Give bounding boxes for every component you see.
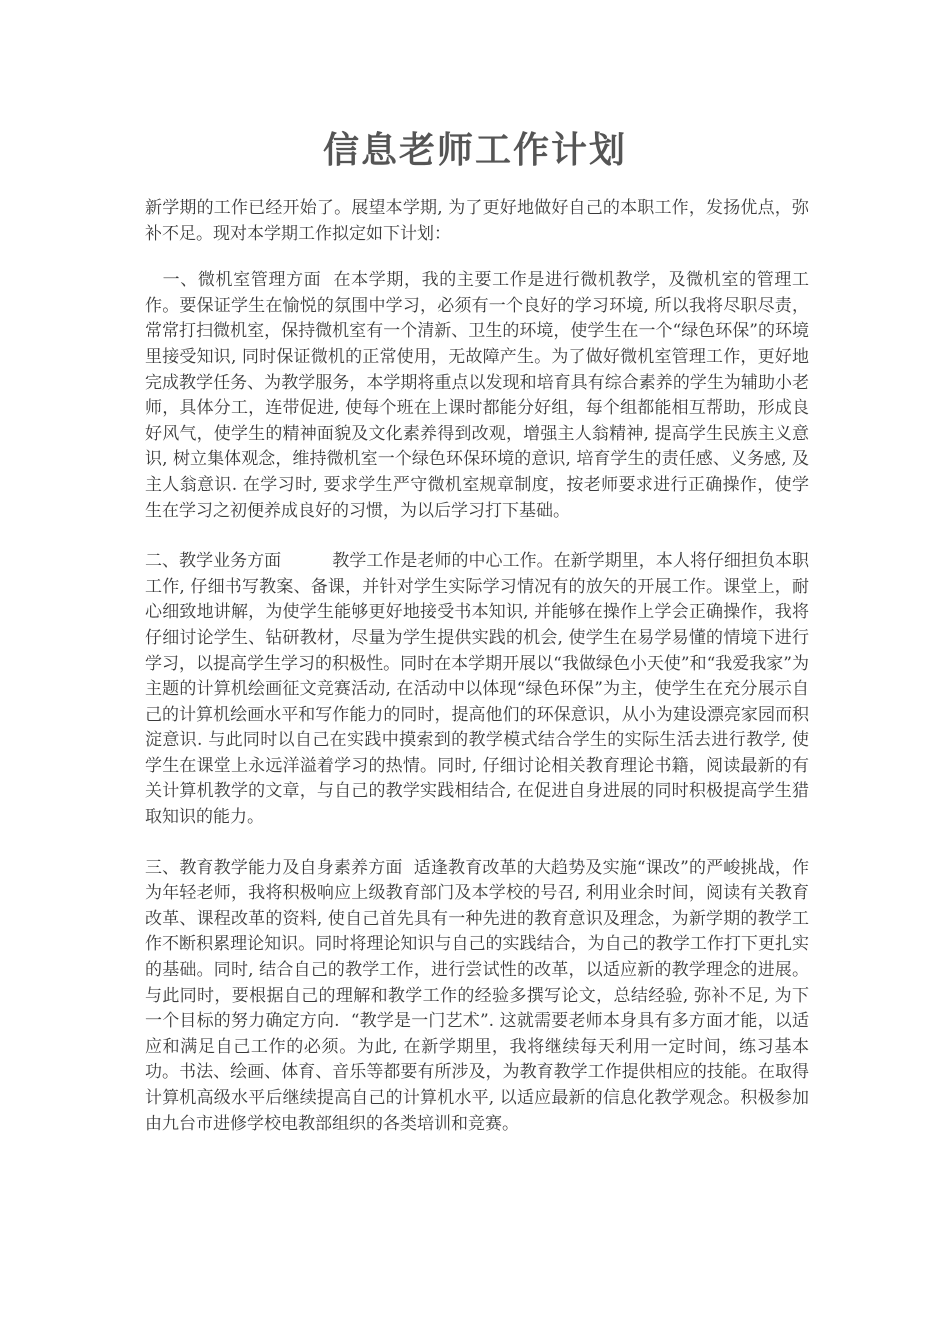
document-body	[145, 196, 809, 1162]
intro-paragraph: 新学期的工作已经开始了。展望本学期, 为了更好地做好自己的本职工作，发扬优点，弥补不足。现对本学期工作拟定如下计划：	[145, 198, 809, 244]
document-title: 信息老师工作计划	[322, 129, 627, 171]
self-improvement-paragraph: 三、教育教学能力及自身素养方面 适逢教育改革的大趋势及实施“课改”的严峻挑战，作为年轻老师，我将积极响应上级教育部门及本学校的号召, 利用业余时间，阅读有关教育改革、课程改革的资料, 使自己首先具有一种先进的教育意识及理念，为新学期的教学工作不断积累理论知识。同时将理论知识与自己的实践结合，为自己的教学工作打下更扎实的基础。同时, 结合自己的教学工作，进行尝试性的改革，以适应新的教学理念的进展。与此同时，要根据自己的理解和教学工作的经验多撰写论文，总结经验, 弥补不足, 为下一个目标的努力确定方向. “教学是一门艺术”. 这就需要老师本身具有多方面才能，以适应和满足自己工作的必须。为此, 在新学期里，我将继续每天利用一定时间，练习基本功。书法、绘画、体育、音乐等都要有所涉及，为教育教学工作提供相应的技能。在取得计算机高级水平后继续提高自己的计算机水平, 以适应最新的信息化教学观念。积极参加由九台市进修学校电教部组织的各类培训和竞赛。	[145, 857, 809, 1134]
teaching-business-paragraph: 二、教学业务方面 教学工作是老师的中心工作。在新学期里，本人将仔细担负本职工作, 仔细书写教案、备课，并针对学生实际学习情况有的放矢的开展工作。课堂上，耐心细致地讲解，为使学生能够更好地接受书本知识, 并能够在操作上学会正确操作，我将仔细讨论学生、钻研教材，尽量为学生提供实践的机会, 使学生在易学易懂的情境下进行学习，以提高学生学习的积极性。同时在本学期开展以“我做绿色小天使”和“我爱我家”为主题的计算机绘画征文竞赛活动, 在活动中以体现“绿色环保”为主，使学生在充分展示自己的计算机绘画水平和写作能力的同时，提高他们的环保意识，从小为建设漂亮家园而积淀意识. 与此同时以自己在实践中摸索到的教学模式结合学生的实际生活去进行教学, 使学生在课堂上永远洋溢着学习的热情。同时, 仔细讨论相关教育理论书籍，阅读最新的有关计算机教学的文章，与自己的教学实践相结合, 在促进自身进展的同时积极提高学生猎取知识的能力。	[145, 551, 809, 828]
lab-management-paragraph: 一、微机室管理方面 在本学期，我的主要工作是进行微机教学，及微机室的管理工作。要保证学生在愉悦的氛围中学习，必须有一个良好的学习环境, 所以我将尽职尽责，常常打扫微机室，保持微机室有一个清新、卫生的环境，使学生在一个“绿色环保”的环境里接受知识, 同时保证微机的正常使用，无故障产生。为了做好微机室管理工作，更好地完成教学任务、为教学服务，本学期将重点以发现和培育具有综合素养的学生为辅助小老师，具体分工，连带促进, 使每个班在上课时都能分好组，每个组都能相互帮助，形成良好风气，使学生的精神面貌及文化素养得到改观，增强主人翁精神, 提高学生民族主义意识, 树立集体观念，维持微机室一个绿色环保环境的意识, 培育学生的责任感、义务感, 及主人翁意识. 在学习时, 要求学生严守微机室规章制度，按老师要求进行正确操作，使学生在学习之初便养成良好的习惯，为以后学习打下基础。	[145, 270, 809, 521]
